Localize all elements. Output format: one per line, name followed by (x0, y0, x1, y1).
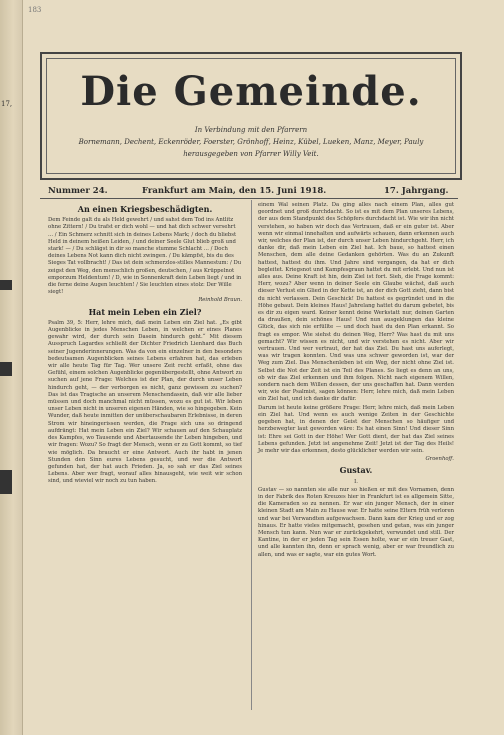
article-heading: An einen Kriegsbeschädigten. (77, 204, 213, 214)
article-body: Gustav — so nannten sie alle nur so hießen er mit des Vornamen, denn in der Fabrik des Roten Kreuzes hier in Frankfurt ist es allgemein Sitte, die Kameraden so zu nennen. Er war ein junger Mensch, der in einer kleinen Stadt am Main zu Hause war. Er hatte seine Eltern früh verloren und war bei Verwandten aufgewachsen. Dann kam der Krieg und er zog hinaus. Er hatte vieles mitgemacht, gesehen und getan, was ein junger Mensch tun kann. Nun war er zurückgekehrt, verwundet und still. Der Kantine, in der er jeden Tag sein Essen holte, war er ein treuer Gast, und alle kannten ihn, denn er sprach wenig, aber er war freundlich zu allen, und was er sagte, war ein gutes Wort. (258, 486, 454, 558)
masthead (40, 52, 462, 180)
article-body: Psalm 39, 5: Herr, lehre mich, daß mein Leben ein Ziel hat. „Es gibt Augenblicke in jedes Menschen Leben, in welchen er eines Planes gewahr wird, der durch sein Dasein hindurch geht.“ Mit diesem Ausspruch Lagardes schließt der Dichter Friedrich Lienhard das Buch seiner Jugenderinnerungen. Was da von ein einzelner in den besonders bedeutsamen Augenblicken seines Lebens erfahren hat, das erleben wir alle heute Tag für Tag. Wer unsere Zeit recht erfaßt, ohne das Gefühl, einem solchen Augenblicke gegenübergestellt, ohne Antwort zu suchen auf jene Frage: Welches ist der Plan, der durch unser Leben hindurch geht, — der verborgen es nicht, ganz gewissen zu suchen? Das ist das Tragische an unserem Menschendasein, daß wir alle lieber müssen und doch manchmal nicht müssen, wozu es gut ist. Wir leben unser Leben nicht in unseren eigenen Händen, wie so hingegeben. Kein Wunder, daß heute inmitten der unüberschaubaren Erlebnisse, in deren Strom wir hineingerissen werden, die Frage sich uns so dringend aufdrängt: Hat mein Leben ein Ziel? Wir schauen auf den Schauplatz des Kampfes, wo Tausende und Abertausende ihr Leben hingeben, und wir fragen: Wozu? So fragt der Mensch, wenn er zu Gott kommt, so tief wie möglich. Da braucht er eine Antwort. Auch ihr habt in jenen Stunden den Sinn eures Lebens gesucht, und wer die Antwort gefunden hat, der hat auch Frieden. Ja, so sah er das Ziel seines Lebens. Aber wer fragt, worauf alles hinausgeht, wie weit wir schon sind, und wieviel wir noch zu tun haben. (48, 319, 242, 485)
section-number: I. (354, 478, 358, 485)
binding-mark (0, 470, 12, 494)
masthead-subtitle: In Verbindung mit den Pfarrern (194, 126, 308, 134)
page-fragment: 17, (1, 100, 13, 108)
article-heading: Gustav. (339, 465, 373, 476)
left-column (48, 202, 242, 487)
article-author: Groenhoff. (425, 456, 454, 463)
header-rule (40, 198, 458, 199)
poem-text: Dem Feinde galt du als Held gewehrt / und sahst dem Tod ins Antlitz ohne Zittern! / Du trafst er dich wohl — und hat dich schwer versehrt ... / Ein Schmerz schnitt sich in deines Lebens Mark; / doch du bliebst Held in deinem heißen Leiden, / und deiner Seele Glut blieb groß und stark! — / Du schlägst in dir so manche stumme Schlacht ... / Doch deines Lebens Not kann dich nicht zwingen. / Du kämpfst, bis du des Sieges Tat vollbracht! / Das ist dein schmerzlos-stilles Mannestum: / Du zeigst den Weg, den menschlich großen, deutschen, / aus Krüppelnot emporzum Heldentum! / D, wie in Sonnenkraft dein Leben liegt / und in die ferne deine Augen leuchten! / Sie leuchten eines stolz: Der Wille siegt! (48, 217, 242, 296)
column-divider (251, 200, 252, 710)
issue-volume: 17. Jahrgang. (384, 186, 449, 196)
binding-mark (0, 362, 12, 376)
masthead-editor: herausgegeben von Pfarrer Willy Veit. (183, 150, 319, 158)
masthead-title: Die Gemeinde. (80, 68, 422, 115)
binding-mark (0, 280, 12, 290)
issue-place-date: Frankfurt am Main, den 15. Juni 1918. (142, 186, 327, 196)
right-column (258, 202, 454, 560)
binding-edge (0, 0, 23, 735)
article-heading: Hat mein Leben ein Ziel? (88, 306, 202, 317)
article-body: einem Wal seinen Platz. Da ging alles nach einem Plan, alles gut geordnet und groß durchdacht. So ist es mit dem Plan unseres Lebens, der aus dem Standpunkt des Schöpfers durchdacht ist. Wie wir ihn nicht verstehen, so haben wir doch das Vertrauen, daß er ein guter ist. Aber wenn wir einmal innehalten und aufwärts schauen, dann erkennen auch wir, welches der Plan ist, der durch unser Leben hindurchgeht. Herr, ich danke dir, daß mein Leben ein Ziel hat. Ich baue, so hattest einen Menschen, dem alle deine Gedanken gehörten. Was du an Zukunft hattest, hattest du ihm. Und Jahre sind vergangen, da hat er dich begleitet. Kriegsnot und Kampfesgraun hattet du mit erlebt. Und nun ist alles aus. Deine Kraft ist hin, dein Ziel ist fort. Sieh, die Frage kommt: Herr, wozu? Aber wenn in deiner Seele ein Glaube wächst, daß auch dieser Verlust ein Glied in der Kette ist, an der dich Gott zieht, dann bist du nicht verlassen. Dein Geschick! Du hattest es gegründet und in die Höhe gebaut. Dein kleines Haus! Jahrelang hattet du darum gebetet, bis es dir zu eigen ward. Keiner kennt deine Werkstatt nur, deinen Garten da draußen, dein schönes Haus! Und nun ausgeklungen das kleine Glück, das sich nie erfüllte — und doch hast du den Plan erkannt. So fragt es empor. Wie siehst du deinen Weg, Herr? Was hast du mit uns gemacht? Wir wissen es nicht, und wir verstehen es nicht. Aber wir vertrauen. Und wer vertraut, der hat das Ziel. Du hast uns auferlegt, was wir tragen konnten. Und was uns schwer geworden ist, war der Weg zum Ziel. Das Menschenleben ist ein Weg, der nicht ohne Ziel ist. Selbst die Not der Zeit ist ein Teil des Planes. So liegt es denn an uns, ob wir das Ziel erkennen und ihm folgen. Nicht nach eigenem Willen, sondern nach dem Willen dessen, der uns geschaffen hat. Dann werden wir, wie der Psalmist, sagen können: Herr, lehre mich, daß mein Leben ein Ziel hat, und ich danke dir dafür. (258, 202, 454, 403)
poem-author: Reinhold Braun. (198, 297, 242, 304)
issue-number: Nummer 24. (48, 186, 108, 196)
page-number: 183 (28, 6, 42, 14)
masthead-pastors: Bornemann, Dechent, Eckenröder, Foerster, Grönhoff, Heinz, Kübel, Lueken, Manz, Meyer, Pauly (78, 138, 424, 146)
article-body: Darum ist heute keine größere Frage: Herr, lehre mich, daß mein Leben ein Ziel hat. Und wenn es auch wenige Zeiten in der Geschichte gegeben hat, in denen der Geist der Menschen so häufiger und herzbewegter laut geworden wäre: Es hat einen Sinn! Und dieser Sinn ist: Ehre sei Gott in der Höhe! Wer Gott dient, der hat das Ziel seines Lebens gefunden. Jetzt ist angenehme Zeit! Jetzt ist der Tag des Heils! Je mehr wir das erkennen, desto glücklicher werden wir sein. (258, 404, 454, 454)
